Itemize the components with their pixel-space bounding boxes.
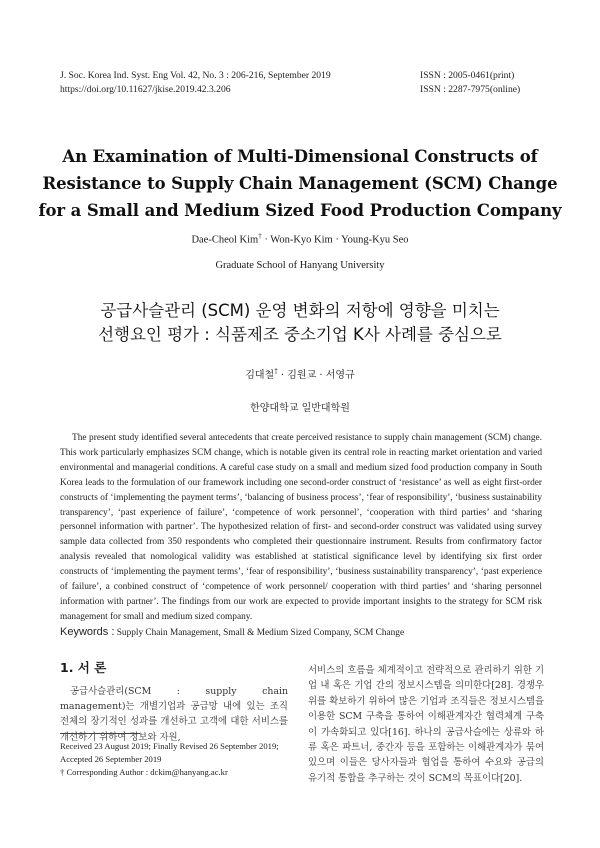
issn-print: ISSN : 2005-0461(print) [420,70,515,81]
journal-citation: J. Soc. Korea Ind. Syst. Eng Vol. 42, No. 3 : 206-216, September 2019 [60,70,331,81]
title-line-2: Resistance to Supply Chain Management (SCM) Change [42,174,558,193]
title-ko-line-1: 공급사슬관리 (SCM) 운영 변화의 저항에 영향을 미치는 [100,301,500,320]
dagger-mark-ko: † [274,367,278,376]
footnote-divider [60,733,140,734]
co-authors-ko: · 김원교 · 서영규 [277,370,355,381]
body-text-right-column: 서비스의 흐름을 체계적이고 전략적으로 관리하기 위한 기업 내 혹은 기업 간의 정보시스템을 의미한다[28]. 경쟁우위를 확보하기 위하여 많은 기업과 조직들은 정보시스템을 이용한 SCM 구축을 통하여 이해관계자간 협력체계 구축이 가속화되고 있다[16]. 하나의 공급사슬에는 상류와 하류 혹은 파트너, 중간자 등을 포함하는 이해관계자가 묶여 있으며 이들은 당사자들과 협업을 통하여 수요와 공급의 유기적 통합을 추구하는 것이 SCM의 목표이다[20]. [308,665,544,784]
corresponding-author-text: Corresponding Author : dckim@hanyang.ac.kr [64,767,228,777]
section-heading-introduction: 1. 서 론 [60,660,107,675]
author-list-korean [0,366,600,381]
body-text-left-column [60,684,288,745]
title-line-3: for a Small and Medium Sized Food Production Company [38,201,562,220]
dagger-footnote-mark: † [60,767,65,777]
title-ko-line-2: 선행요인 평가 : 식품제조 중소기업 K사 사례를 중심으로 [98,325,502,344]
body-left-paragraph: 공급사슬관리(SCM : supply chain management)는 개별기업과 공급망 내에 있는 조직 전체의 장기적인 성과를 개선하고 고객에 대한 서비스를 개선하기 위하여 정보와 자원, [60,686,288,743]
keywords-label: Keywords : [60,626,115,638]
paper-title-english [0,143,600,224]
issn-online: ISSN : 2287-7975(online) [420,84,521,95]
abstract [60,431,542,625]
affiliation-english: Graduate School of Hanyang University [215,260,385,271]
title-line-1: An Examination of Multi-Dimensional Constructs of [62,147,538,166]
affiliation-korean: 한양대학교 일반대학원 [250,403,350,414]
first-author: Dae-Cheol Kim [191,234,259,246]
paper-title-korean [0,299,600,347]
abstract-text: The present study identified several antecedents that create perceived resistance to supply chain management (SCM) change. This work particularly emphasizes SCM change, which is notable given its central role in reacting market orientation and varied environmental and managerial conditions. A careful case study on a small and medium sized food production company in South Korea leads to the formulation of our framework including one second-order construct of ‘resistance’ as well as eight first-order constructs of ‘implementing the payment terms’, ‘balancing of business process’, ‘fear of responsibility’, ‘business sustainability transparency’, ‘past experience of failure’, ‘competence of work personnel’, ‘cooperation with third parties’ and ‘sharing personnel information with partner’. The hypothesized relation of first- and second-order construct was validated using survey sample data collected from 350 respondents who completed their questionnaire instrument. Results from confirmatory factor analysis revealed that nomological validity was established at statistical significance level by identifying six first order constructs of ‘implementing the payment terms’, ‘fear of responsibility’, ‘business sustainability transparency’, ‘past experience of failure’, a conbined construct of ‘competence of work personnel/ cooperation with third parties’ and ‘sharing personnel information with partner’. The findings from our work are expected to provide important insights to the strategy for SCM risk management for small and medium sized company. [60,433,542,622]
co-authors: · Won-Kyo Kim · Young-Kyu Seo [261,234,409,246]
dagger-mark: † [258,232,262,240]
doi-link[interactable]: https://doi.org/10.11627/jkise.2019.42.3.206 [60,84,231,95]
keywords-text: Supply Chain Management, Small & Medium Sized Company, SCM Change [114,628,405,638]
corresponding-author [60,766,288,779]
received-dates-line-2: Accepted 26 September 2019 [60,754,162,764]
author-list-english [0,232,600,246]
keywords [60,626,550,638]
first-author-ko: 김대철 [245,370,275,381]
received-dates-line-1: Received 23 August 2019; Finally Revised 26 September 2019; [60,741,279,751]
